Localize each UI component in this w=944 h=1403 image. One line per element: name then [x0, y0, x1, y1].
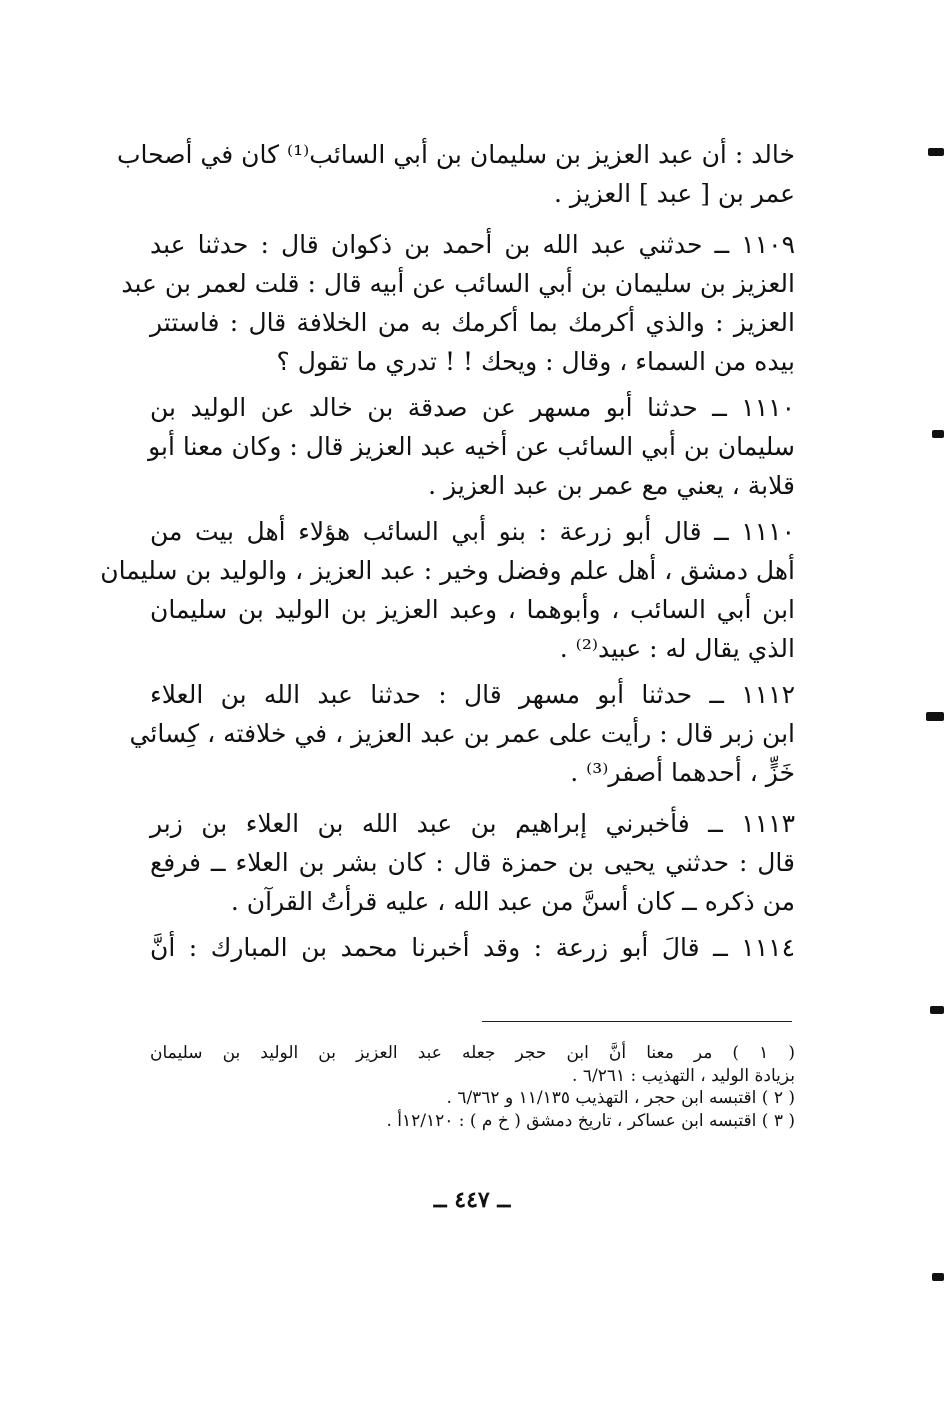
text-line: خَزٍّ ، أحدهما أصفر⁽³⁾ .	[570, 758, 795, 787]
text-line: قلابة ، يعني مع عمر بن عبد العزيز .	[428, 471, 795, 500]
text-line: ١١١٠ ــ حدثنا أبو مسهر عن صدقة بن خالد عن الوليد بن	[150, 393, 795, 422]
text-line: عمر بن [ عبد ] العزيز .	[553, 179, 795, 208]
text-line: ١١١٠ ــ قال أبو زرعة : بنو أبي السائب هؤلاء أهل بيت من	[150, 517, 795, 546]
text-line: العزيز : والذي أكرمك بما أكرمك به من الخلافة قال : فاستتر	[150, 308, 795, 337]
footnote-line: ( ٣ ) اقتبسه ابن عساكر ، تاريخ دمشق ( خ م ) : ١٢/١٢٠أ .	[386, 1110, 795, 1131]
text-line: من ذكره ــ كان أسنَّ من عبد الله ، عليه قرأتُ القرآن .	[230, 887, 795, 916]
text-line: ابن أبي السائب ، وأبوهما ، وعبد العزيز بن الوليد بن سليمان	[150, 595, 795, 624]
text-line: الذي يقال له : عبيد⁽²⁾ .	[559, 634, 795, 663]
scan-edge-mark	[932, 430, 944, 438]
footnote-divider	[482, 1021, 792, 1022]
text-line: ١١١٣ ــ فأخبرني إبراهيم بن عبد الله بن العلاء بن زبر	[150, 809, 795, 838]
text-line: قال : حدثني يحيى بن حمزة قال : كان بشر بن العلاء ــ فرفع	[150, 848, 795, 877]
text-line: أهل دمشق ، أهل علم وفضل وخير : عبد العزيز ، والوليد بن سليمان	[100, 556, 795, 585]
text-line: ١١٠٩ ــ حدثني عبد الله بن أحمد بن ذكوان قال : حدثنا عبد	[150, 230, 795, 259]
footnote-line: ( ١ ) مر معنا أنَّ ابن حجر جعله عبد العزيز بن الوليد بن سليمان	[150, 1043, 796, 1063]
scan-edge-mark	[930, 1006, 944, 1014]
text-line: ابن زبر قال : رأيت على عمر بن عبد العزيز ، في خلافته ، كِسائي	[129, 719, 795, 748]
footnote-line: ( ٢ ) اقتبسه ابن حجر ، التهذيب ١١/١٣٥ و ٦/٣٦٢ .	[446, 1088, 795, 1108]
footnotes	[150, 1042, 795, 1132]
text-line: ١١١٤ ــ قالَ أبو زرعة : وقد أخبرنا محمد بن المبارك : أنَّ	[150, 933, 795, 962]
page-number: ــ ٤٤٧ ــ	[433, 1187, 511, 1213]
scan-edge-mark	[932, 1273, 944, 1281]
main-text	[100, 135, 795, 967]
scan-edge-mark	[928, 148, 944, 156]
scan-edge-mark	[926, 712, 944, 721]
text-line: ١١١٢ ــ حدثنا أبو مسهر قال : حدثنا عبد الله بن العلاء	[150, 680, 795, 709]
text-line: بيده من السماء ، وقال : ويحك ! ! تدري ما تقول ؟	[276, 347, 795, 376]
text-line: خالد : أن عبد العزيز بن سليمان بن أبي السائب⁽¹⁾ كان في أصحاب	[116, 140, 795, 169]
footnote-line: بزيادة الوليد ، التهذيب : ٦/٢٦١ .	[572, 1065, 795, 1086]
text-line: سليمان بن أبي السائب عن أخيه عبد العزيز قال : وكان معنا أبو	[148, 432, 795, 461]
text-line: العزيز بن سليمان بن أبي السائب عن أبيه قال : قلت لعمر بن عبد	[121, 269, 795, 298]
